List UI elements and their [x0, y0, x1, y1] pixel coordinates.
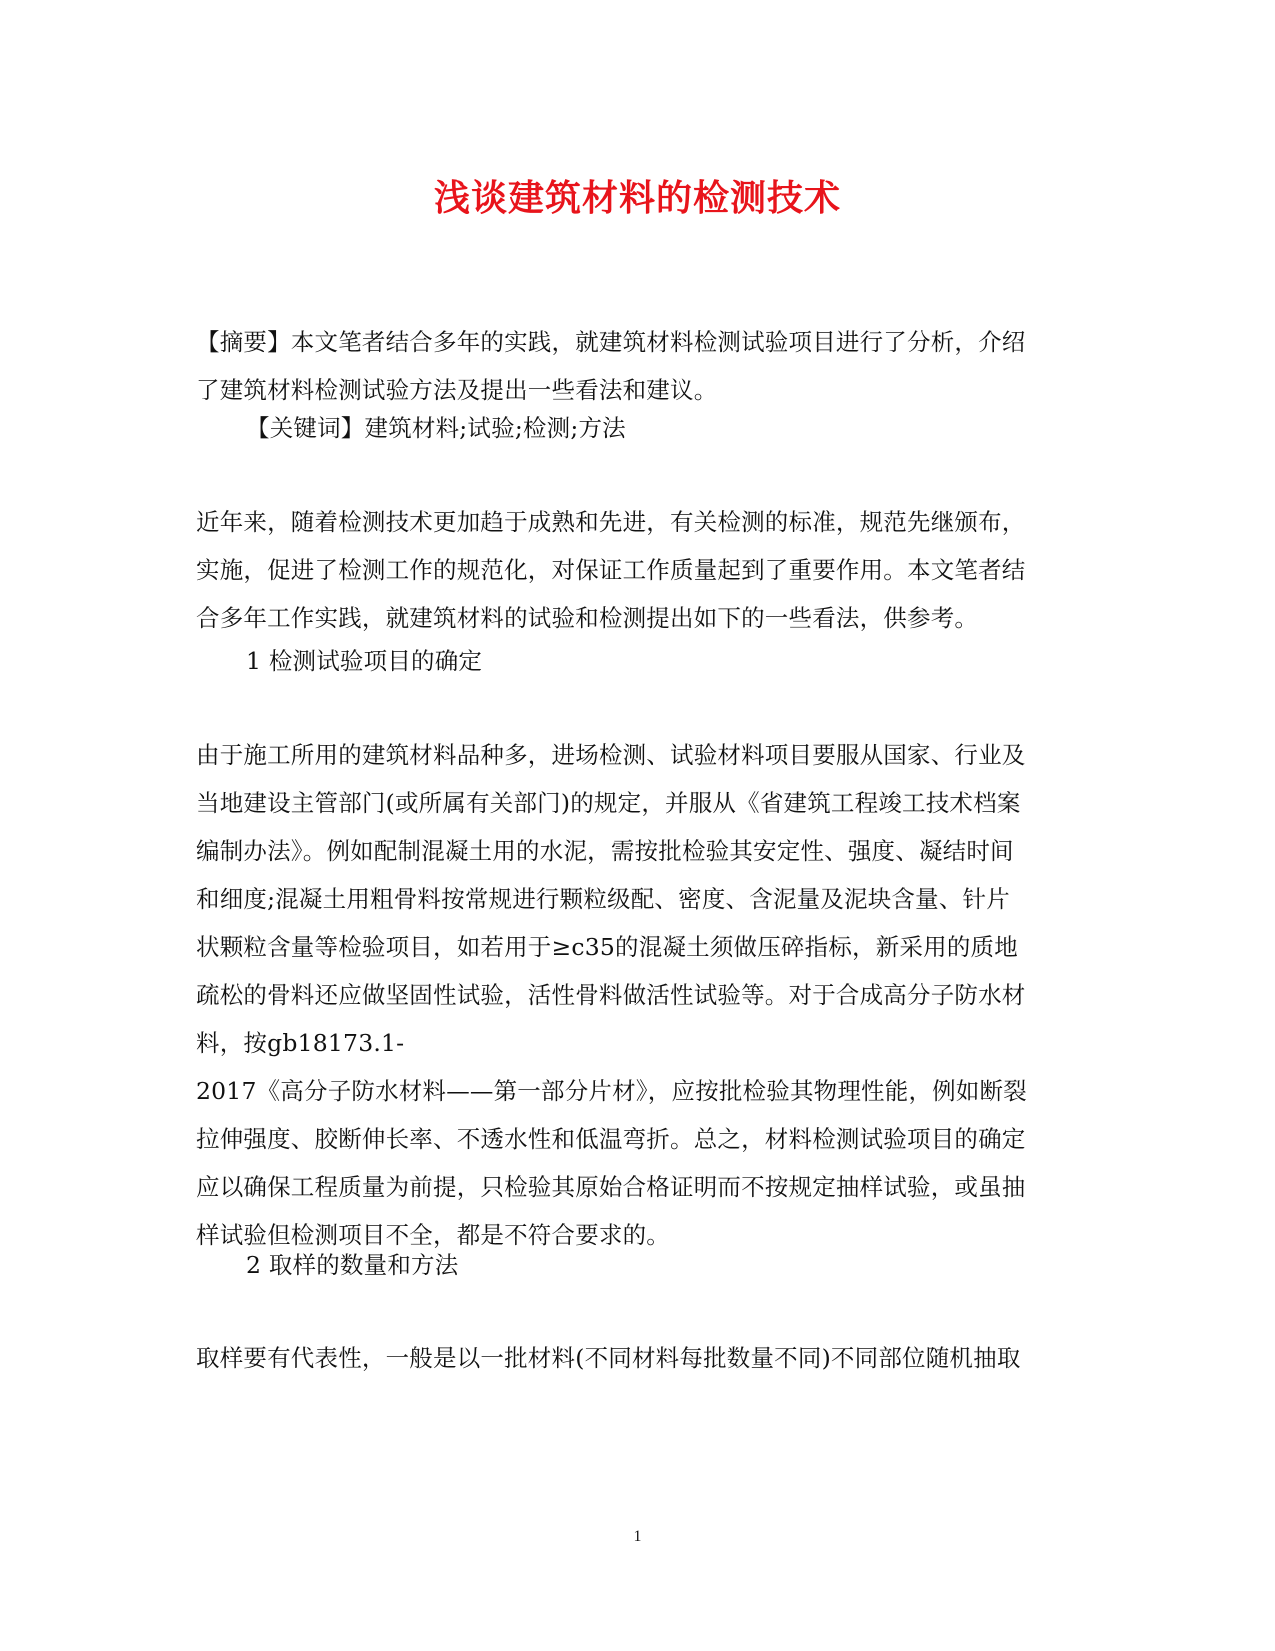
- section-1-line: 2017《高分子防水材料——第一部分片材》，应按批检验其物理性能，例如断裂: [196, 1077, 1027, 1105]
- section-1-line: 编制办法》。例如配制混凝土用的水泥，需按批检验其安定性、强度、凝结时间: [196, 837, 1014, 865]
- intro-line: 合多年工作实践，就建筑材料的试验和检测提出如下的一些看法，供参考。: [196, 604, 979, 632]
- keywords-line: 【关键词】建筑材料;试验;检测;方法: [246, 414, 626, 442]
- section-1-paragraph: [196, 731, 1076, 1259]
- abstract-line: 【摘要】本文笔者结合多年的实践，就建筑材料检测试验项目进行了分析，介绍: [196, 328, 1026, 356]
- intro-line: 近年来，随着检测技术更加趋于成熟和先进，有关检测的标准，规范先继颁布，: [196, 508, 1026, 536]
- section-1-line: 状颗粒含量等检验项目，如若用于≥c35的混凝土须做压碎指标，新采用的质地: [196, 933, 1018, 961]
- intro-paragraph: [196, 498, 1076, 642]
- section-2-line: 取样要有代表性，一般是以一批材料(不同材料每批数量不同)不同部位随机抽取: [196, 1344, 1021, 1372]
- section-1-line: 疏松的骨料还应做坚固性试验，活性骨料做活性试验等。对于合成高分子防水材: [196, 981, 1026, 1009]
- keywords-paragraph: [196, 404, 1076, 452]
- section-1-line: 拉伸强度、胶断伸长率、不透水性和低温弯折。总之，材料检测试验项目的确定: [196, 1125, 1026, 1153]
- section-1-line: 料，按gb18173.1-: [196, 1029, 405, 1057]
- section-heading: 2 取样的数量和方法: [246, 1251, 459, 1279]
- document-title: 浅谈建筑材料的检测技术: [433, 177, 841, 219]
- abstract-line: 了建筑材料检测试验方法及提出一些看法和建议。: [196, 376, 718, 404]
- section-1-line: 和细度;混凝土用粗骨料按常规进行颗粒级配、密度、含泥量及泥块含量、针片: [196, 885, 1010, 913]
- section-1-heading-block: [196, 637, 1076, 685]
- section-1-line: 由于施工所用的建筑材料品种多，进场检测、试验材料项目要服从国家、行业及: [196, 741, 1026, 769]
- intro-line: 实施，促进了检测工作的规范化，对保证工作质量起到了重要作用。本文笔者结: [196, 556, 1026, 584]
- section-2-paragraph: [196, 1334, 1076, 1382]
- section-1-line: 样试验但检测项目不全，都是不符合要求的。: [196, 1221, 670, 1249]
- section-2-heading-block: [196, 1241, 1076, 1289]
- section-heading: 1 检测试验项目的确定: [246, 647, 483, 675]
- section-1-line: 当地建设主管部门(或所属有关部门)的规定，并服从《省建筑工程竣工技术档案: [196, 789, 1021, 817]
- section-1-line: 应以确保工程质量为前提，只检验其原始合格证明而不按规定抽样试验，或虽抽: [196, 1173, 1026, 1201]
- abstract-paragraph: [196, 318, 1076, 414]
- page-number: 1: [633, 1528, 642, 1545]
